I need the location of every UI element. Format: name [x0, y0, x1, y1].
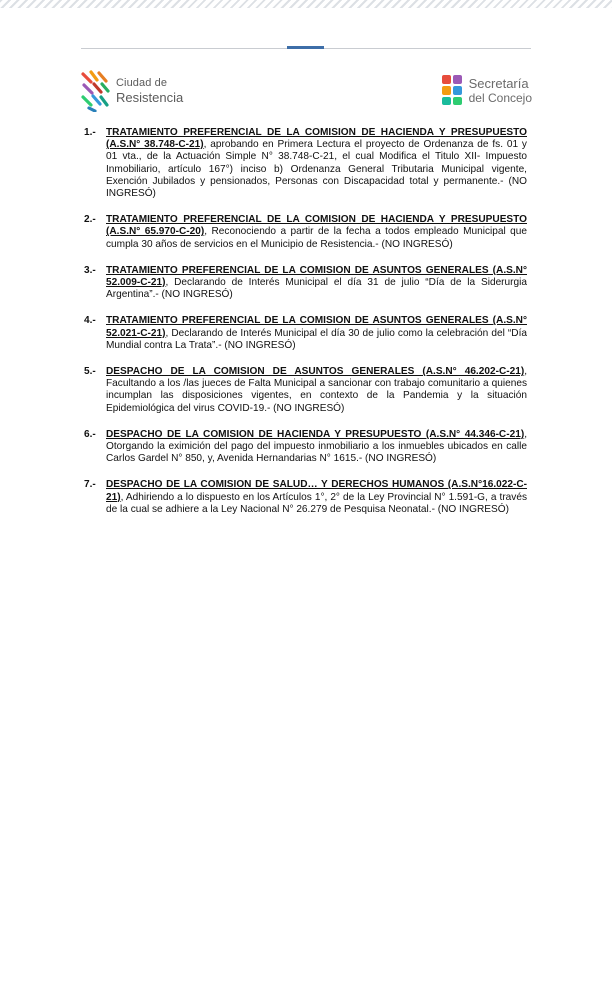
city-logo	[80, 70, 183, 112]
item-heading: DESPACHO DE LA COMISION DE SALUD… Y DERECHOS HUMANOS (A.S.N°16.022-C-21)	[106, 479, 527, 503]
item-body	[106, 366, 527, 415]
item-heading: DESPACHO DE LA COMISION DE ASUNTOS GENERALES (A.S.N° 46.202-C-21)	[106, 366, 525, 378]
item-heading: TRATAMIENTO PREFERENCIAL DE LA COMISION DE HACIENDA Y PRESUPUESTO (A.S.N° 65.970-C-20)	[106, 214, 527, 238]
item-number: 6.-	[84, 428, 96, 440]
item-heading: TRATAMIENTO PREFERENCIAL DE LA COMISION DE ASUNTOS GENERALES (A.S.N° 52.021-C-21)	[106, 315, 527, 339]
agenda-item	[84, 366, 527, 415]
agenda-item	[84, 429, 527, 466]
agenda-item	[84, 315, 527, 352]
item-text: , Declarando de Interés Municipal el día 31 de julio “Día de la Siderurgia Argentina”.- (NO INGRESÓ)	[106, 277, 527, 301]
item-text: , Otorgando la eximición del pago del impuesto inmobiliario a los inmuebles ubicados en calle Carlos Gardel N° 850, y, Avenida Hernandarias N° 1615.- (NO INGRESÓ)	[106, 428, 527, 465]
header-accent-bar	[287, 46, 324, 49]
item-text: , Adhiriendo a lo dispuesto en los Artículos 1°, 2° de la Ley Provincial N° 1.591-G, a través de la cual se adhiere a la Ley Nacional N° 26.279 de Pesquisa Neonatal.- (NO INGRESÓ)	[106, 491, 527, 515]
item-heading: DESPACHO DE LA COMISION DE HACIENDA Y PRESUPUESTO (A.S.N° 44.346-C-21)	[106, 428, 525, 440]
item-body	[106, 127, 527, 200]
item-text: , aprobando en Primera Lectura el proyecto de Ordenanza de fs. 01 y 01 vta., de la Actuación Simple N° 38.748-C-21, el cual Modifica el Titulo XII- Impuesto Inmobiliario, artículo 167°) inciso b) Ordenanza General Tributaria Municipal vigente, Exención Jubilados y pensionados, Personas con Discapacidad total y permanente.- (NO INGRESÓ)	[106, 139, 527, 200]
item-number: 3.-	[84, 264, 96, 276]
council-logo-line2: del Concejo	[468, 90, 532, 105]
item-heading: TRATAMIENTO PREFERENCIAL DE LA COMISION DE HACIENDA Y PRESUPUESTO (A.S.N° 38.748-C-21)	[106, 127, 527, 151]
item-text: , Declarando de Interés Municipal el día 30 de julio como la celebración del “Día Mundial contra La Trata”.- (NO INGRESÓ)	[106, 327, 527, 351]
item-number: 5.-	[84, 366, 96, 378]
city-logo-line1: Ciudad de	[116, 77, 168, 89]
item-number: 7.-	[84, 479, 96, 491]
item-number: 1.-	[84, 127, 96, 138]
item-body	[106, 315, 527, 352]
council-logo-line1: Secretaría	[468, 75, 529, 91]
item-body	[106, 265, 527, 302]
agenda-item	[84, 265, 527, 302]
item-body	[106, 479, 527, 516]
item-number: 4.-	[84, 315, 96, 327]
city-logo-line2: Resistencia	[116, 90, 184, 105]
council-logo-icon	[442, 75, 464, 105]
item-text: , Facultando a los /las jueces de Falta Municipal a sancionar con trabajo comunitario a quienes incumplan las disposiciones vigentes, en contexto de la Pandemia y la situación Epidemiológica del virus COVID-19.- (NO INGRESÓ)	[106, 366, 527, 414]
city-logo-icon	[80, 70, 110, 112]
agenda-item	[84, 479, 527, 516]
item-body	[106, 429, 527, 466]
top-decorative-stripes	[0, 0, 612, 8]
item-text: , Reconociendo a partir de la fecha a todos empleado Municipal que cumpla 30 años de servicios en el Municipio de Resistencia.- (NO INGRESÓ)	[106, 226, 527, 250]
council-logo	[442, 72, 532, 108]
item-body	[106, 214, 527, 251]
item-heading: TRATAMIENTO PREFERENCIAL DE LA COMISION DE ASUNTOS GENERALES (A.S.N° 52.009-C-21)	[106, 264, 527, 289]
agenda-item	[84, 214, 527, 251]
agenda-item	[84, 127, 527, 200]
agenda-list	[84, 127, 527, 530]
item-number: 2.-	[84, 214, 96, 226]
